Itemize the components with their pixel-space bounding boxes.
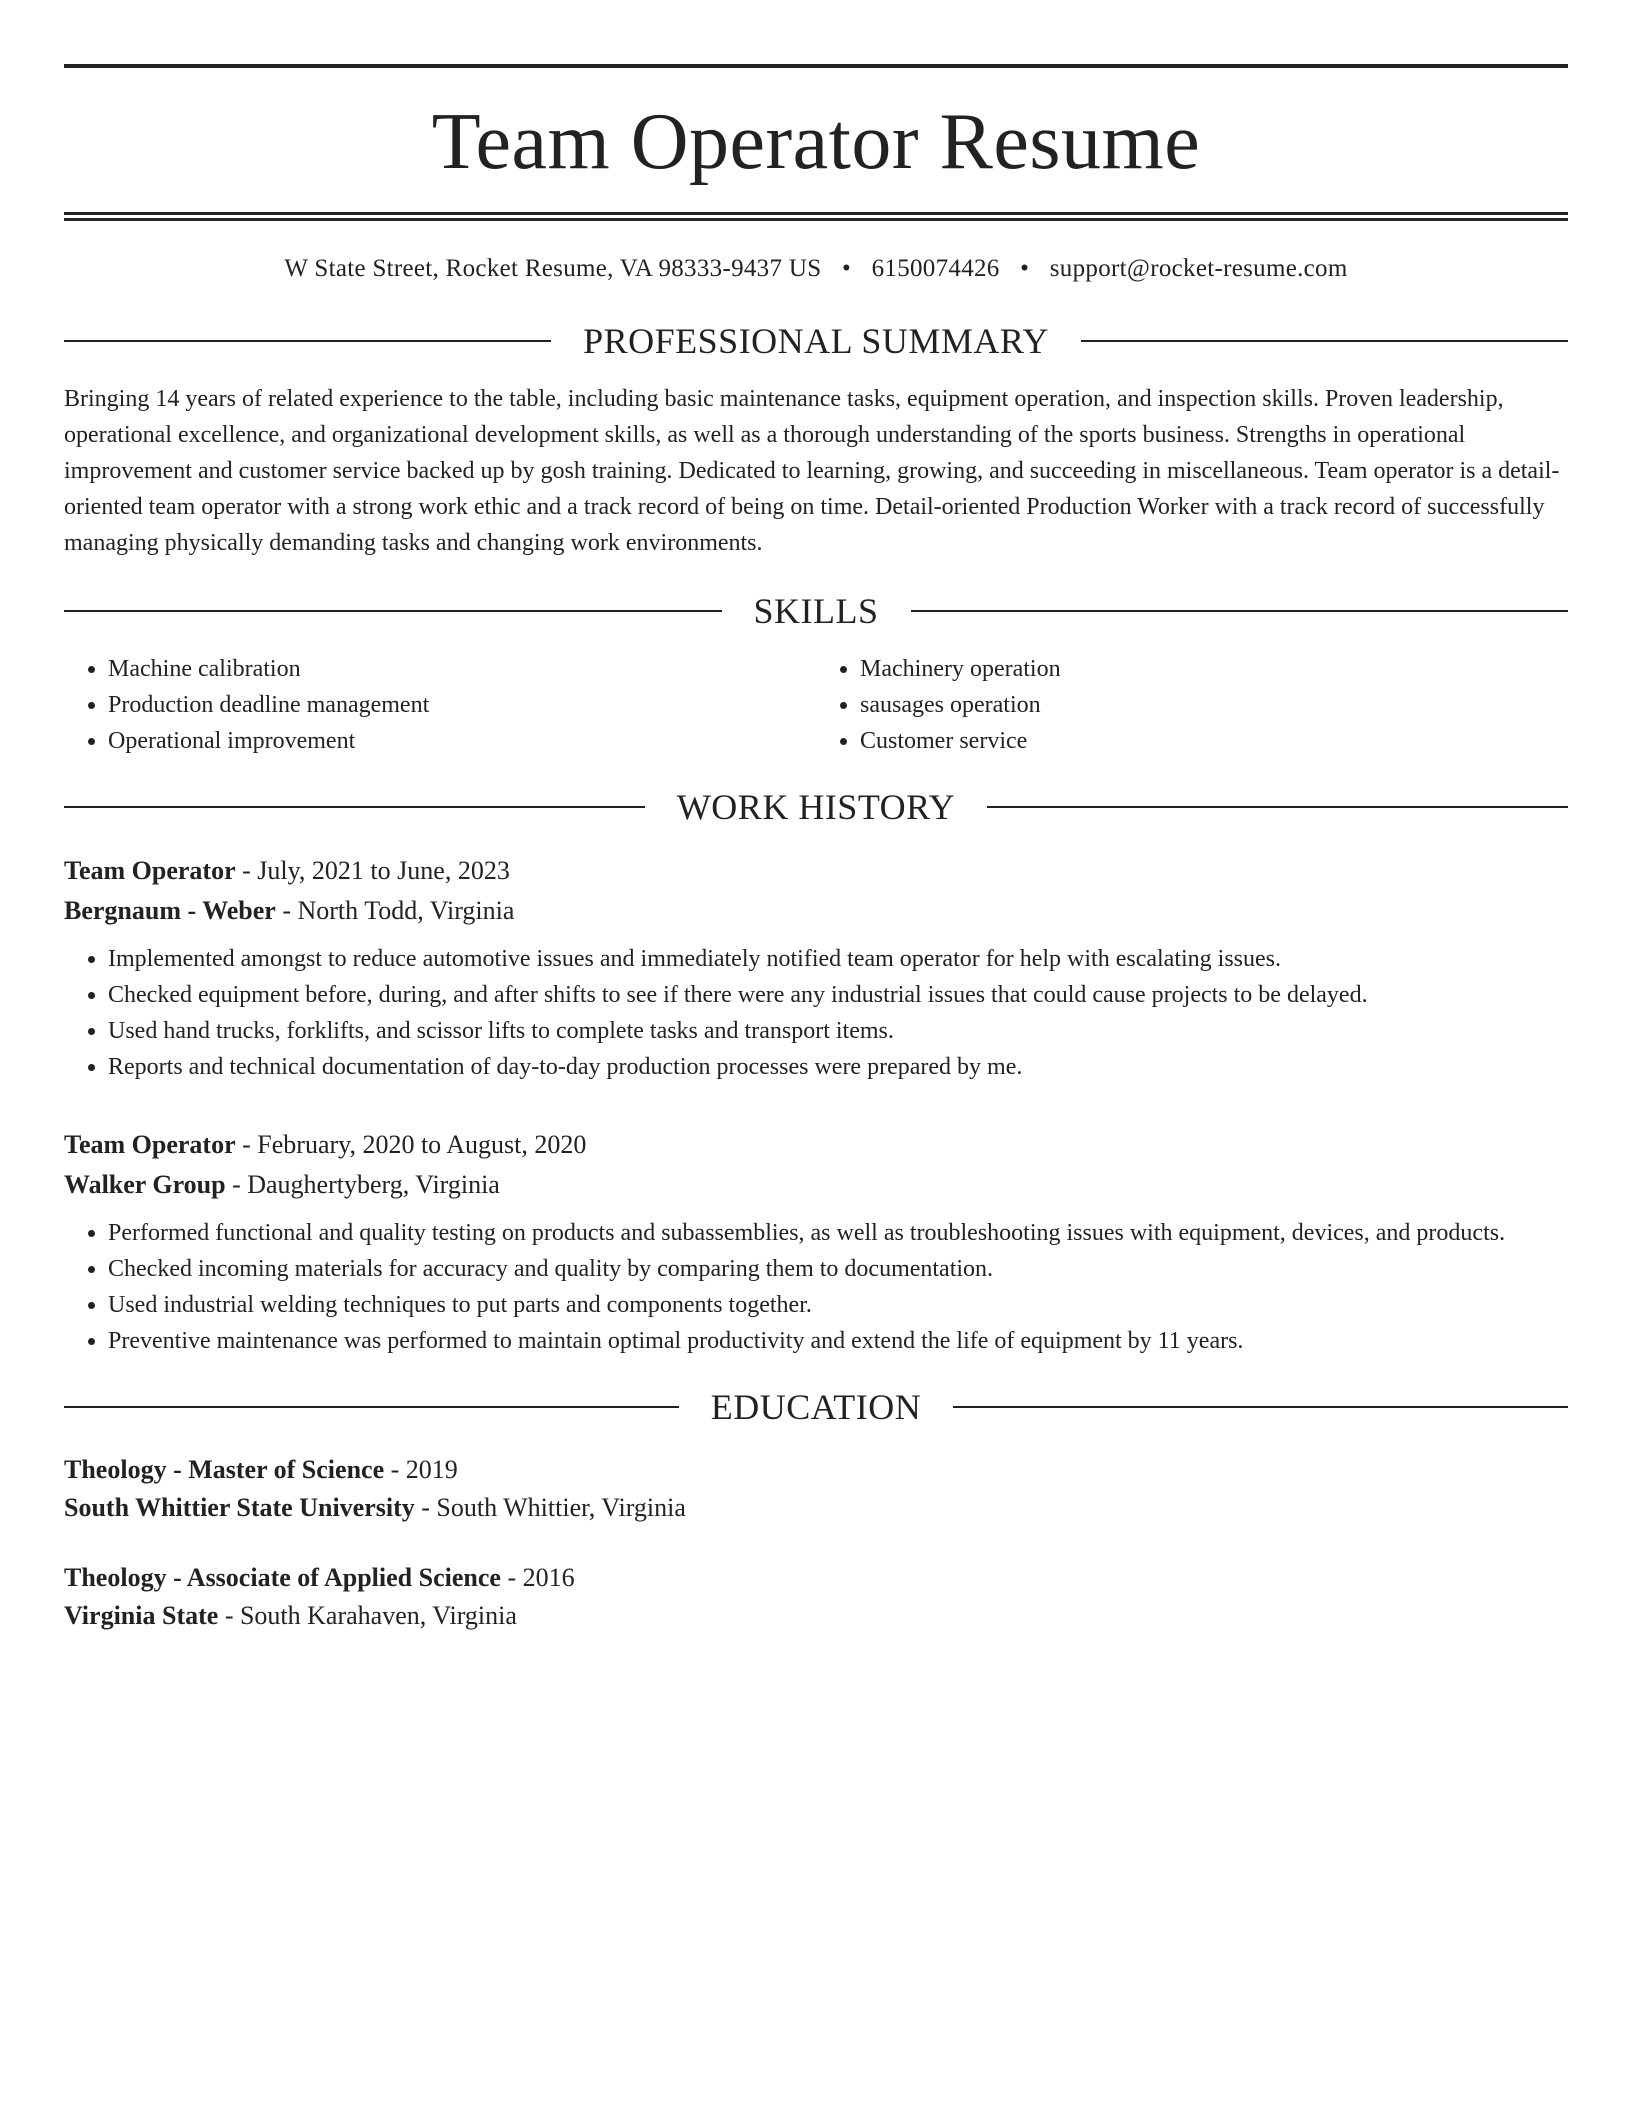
education-school: South Whittier State University [64,1493,415,1522]
education-entry [64,1451,1568,1527]
skill-item: • Machine calibration [108,651,816,687]
skills-column-right [816,651,1568,759]
job-bullets [64,1215,1568,1359]
contact-address: W State Street, Rocket Resume, VA 98333-9437 US [284,255,822,282]
job-title-line [64,1125,1568,1165]
summary-section-header [64,321,1568,361]
section-rule [911,610,1569,612]
section-rule [953,1406,1568,1408]
section-title: EDUCATION [710,1387,922,1427]
education-degree: Theology - Master of Science [64,1455,385,1484]
section-title: SKILLS [753,591,879,631]
contact-separator: • [841,255,852,282]
job-bullets [64,941,1568,1085]
top-rule [64,64,1568,68]
resume-title: Team Operator Resume [431,98,1201,186]
job-title: Team Operator [64,856,236,885]
job-company-line [64,1165,1568,1205]
contact-email: support@rocket-resume.com [1049,255,1348,282]
education-year: - 2019 [384,1455,458,1484]
job-bullet: • Used industrial welding techniques to put parts and components together. [108,1287,1568,1323]
job-bullet: • Checked equipment before, during, and after shifts to see if there were any industrial issues that could cause projects to be delayed. [108,977,1568,1013]
job-bullet: • Performed functional and quality testing on products and subassemblies, as well as troubleshooting issues with equipment, devices, and products. [108,1215,1568,1251]
section-rule [64,806,645,808]
education-degree-line [64,1559,1568,1597]
section-rule [64,1406,679,1408]
job-entry [64,1125,1568,1359]
education-section-header [64,1387,1568,1427]
job-dates: - July, 2021 to June, 2023 [235,856,510,885]
resume-page [64,64,1568,1635]
job-location: - Daughertyberg, Virginia [225,1170,500,1199]
job-bullet: • Used hand trucks, forklifts, and scissor lifts to complete tasks and transport items. [108,1013,1568,1049]
contact-phone: 6150074426 [871,255,1000,282]
summary-text: Bringing 14 years of related experience to the table, including basic maintenance tasks, equipment operation, and inspection skills. Proven leadership, operational excellence, and organizational development skills, as well as a thorough understanding of the sports business. Strengths in operational improvement and customer service backed up by gosh training. Dedicated to learning, growing, and succeeding in miscellaneous. Team operator is a detail-oriented team operator with a strong work ethic and a track record of being on time. Detail-oriented Production Worker with a track record of successfully managing physically demanding tasks and changing work environments. [64,386,1560,556]
section-rule [64,340,551,342]
section-rule [987,806,1568,808]
education-degree-line [64,1451,1568,1489]
job-location: - North Todd, Virginia [275,896,515,925]
education-year: - 2016 [500,1563,575,1592]
education-location: - South Karahaven, Virginia [218,1601,517,1630]
work-section-header [64,787,1568,827]
contact-separator: • [1020,255,1030,282]
education-school-line [64,1489,1568,1527]
job-title: Team Operator [64,1130,236,1159]
job-bullet: • Preventive maintenance was performed to maintain optimal productivity and extend the life of equipment by 11 years. [108,1323,1568,1359]
skill-item: • Customer service [860,723,1568,759]
skill-item: • Machinery operation [860,651,1568,687]
skill-item: • Operational improvement [108,723,816,759]
education-location: - South Whittier, Virginia [414,1493,686,1522]
contact-line [64,255,1568,283]
title-double-rule [64,212,1568,221]
skills-section-header [64,591,1568,631]
section-title: PROFESSIONAL SUMMARY [583,321,1049,361]
job-entry [64,851,1568,1085]
education-school: Virginia State [64,1601,219,1630]
skills-list [64,651,1568,759]
section-rule [1081,340,1568,342]
job-company: Walker Group [64,1170,226,1199]
job-bullet: • Reports and technical documentation of day-to-day production processes were prepared by me. [108,1049,1568,1085]
job-bullet: • Checked incoming materials for accuracy and quality by comparing them to documentation. [108,1251,1568,1287]
education-school-line [64,1597,1568,1635]
job-title-line [64,851,1568,891]
education-entry [64,1559,1568,1635]
job-dates: - February, 2020 to August, 2020 [235,1130,587,1159]
job-company-line [64,891,1568,931]
section-rule [64,610,722,612]
section-title: WORK HISTORY [676,787,956,827]
skills-column-left [64,651,816,759]
skill-item: • sausages operation [860,687,1568,723]
education-degree: Theology - Associate of Applied Science [64,1563,501,1592]
job-bullet: • Implemented amongst to reduce automotive issues and immediately notified team operator for help with escalating issues. [108,941,1568,977]
job-company: Bergnaum - Weber [64,896,276,925]
skill-item: • Production deadline management [108,687,816,723]
